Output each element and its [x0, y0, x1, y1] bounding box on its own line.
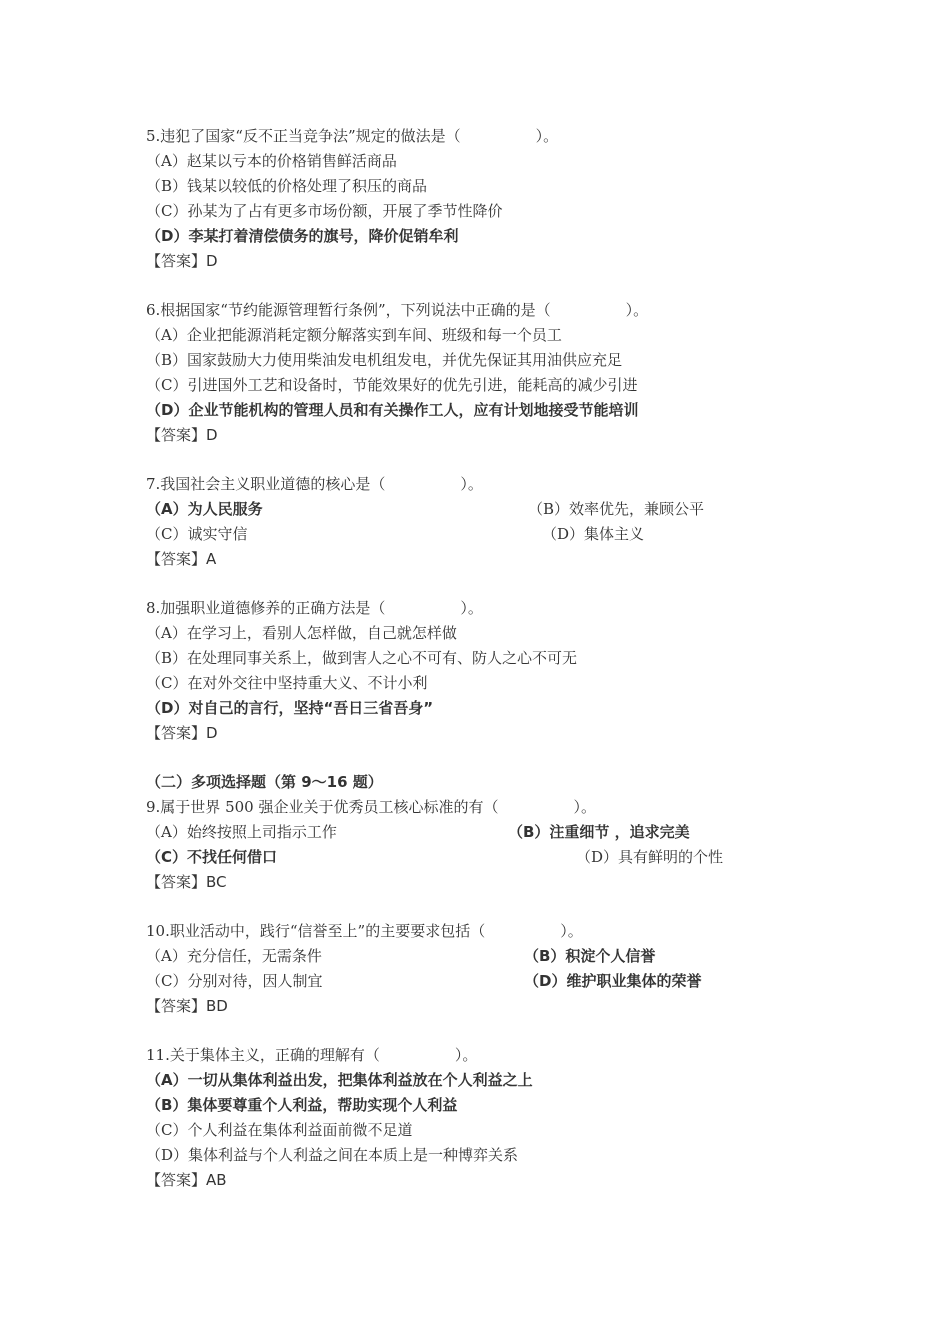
option-d-correct: （D）企业节能机构的管理人员和有关操作工人，应有计划地接受节能培训	[146, 401, 639, 419]
answer-label: 【答案】BD	[146, 997, 228, 1015]
answer-label: 【答案】D	[146, 724, 218, 742]
question-6	[146, 298, 786, 448]
option-c: （C）个人利益在集体利益面前微不足道	[146, 1121, 413, 1139]
option-d: （D）具有鲜明的个性	[576, 848, 724, 866]
option-a: （A）在学习上，看别人怎样做，自己就怎样做	[146, 624, 457, 642]
question-7	[146, 472, 786, 572]
option-c: （C）引进国外工艺和设备时，节能效果好的优先引进，能耗高的减少引进	[146, 376, 638, 394]
question-stem: 9.属于世界 500 强企业关于优秀员工核心标准的有（ ）。	[146, 798, 596, 816]
option-d: （D）集体利益与个人利益之间在本质上是一种博弈关系	[146, 1146, 519, 1164]
option-a-correct: （A）一切从集体利益出发，把集体利益放在个人利益之上	[146, 1071, 533, 1089]
option-c: （C）在对外交往中坚持重大义、不计小利	[146, 674, 428, 692]
option-b: （B）在处理同事关系上，做到害人之心不可有、防人之心不可无	[146, 649, 578, 667]
answer-label: 【答案】A	[146, 550, 217, 568]
answer-label: 【答案】AB	[146, 1171, 227, 1189]
option-c: （C）分别对待，因人制宜	[146, 972, 323, 990]
option-d-correct: （D）李某打着清偿债务的旗号，降价促销牟利	[146, 227, 459, 245]
option-b: （B）钱某以较低的价格处理了积压的商品	[146, 177, 428, 195]
answer-label: 【答案】D	[146, 252, 218, 270]
question-stem: 11.关于集体主义，正确的理解有（ ）。	[146, 1046, 478, 1064]
option-b: （B）效率优先，兼顾公平	[528, 500, 705, 518]
option-a: （A）充分信任，无需条件	[146, 947, 322, 965]
option-c: （C）孙某为了占有更多市场份额，开展了季节性降价	[146, 202, 503, 220]
question-10	[146, 919, 786, 1019]
question-stem: 8.加强职业道德修养的正确方法是（ ）。	[146, 599, 483, 617]
option-a-correct: （A）为人民服务	[146, 500, 263, 518]
question-stem: 10.职业活动中，践行“信誉至上”的主要要求包括（ ）。	[146, 922, 583, 940]
option-a: （A）始终按照上司指示工作	[146, 823, 337, 841]
question-11	[146, 1043, 786, 1193]
question-8	[146, 596, 786, 746]
question-9	[146, 795, 786, 895]
question-stem: 6.根据国家“节约能源管理暂行条例”，下列说法中正确的是（ ）。	[146, 301, 649, 319]
option-c: （C）诚实守信	[146, 525, 248, 543]
answer-label: 【答案】D	[146, 426, 218, 444]
option-b-correct: （B）集体要尊重个人利益，帮助实现个人利益	[146, 1096, 458, 1114]
option-b-correct: （B）积淀个人信誉	[524, 947, 656, 965]
option-a: （A）赵某以亏本的价格销售鲜活商品	[146, 152, 397, 170]
option-a: （A）企业把能源消耗定额分解落实到车间、班级和每一个员工	[146, 326, 562, 344]
section-heading: （二）多项选择题（第 9～16 题）	[146, 773, 383, 791]
question-list	[146, 124, 786, 1193]
option-d-correct: （D）维护职业集体的荣誉	[524, 972, 702, 990]
answer-label: 【答案】BC	[146, 873, 227, 891]
option-b-correct: （B）注重细节 ，追求完美	[508, 823, 690, 841]
question-stem: 5.违犯了国家“反不正当竞争法”规定的做法是（ ）。	[146, 127, 559, 145]
option-d-correct: （D）对自己的言行，坚持“吾日三省吾身”	[146, 699, 434, 717]
option-c-correct: （C）不找任何借口	[146, 848, 278, 866]
question-5	[146, 124, 786, 274]
option-d: （D）集体主义	[542, 525, 645, 543]
option-b: （B）国家鼓励大力使用柴油发电机组发电，并优先保证其用油供应充足	[146, 351, 623, 369]
question-stem: 7.我国社会主义职业道德的核心是（ ）。	[146, 475, 483, 493]
